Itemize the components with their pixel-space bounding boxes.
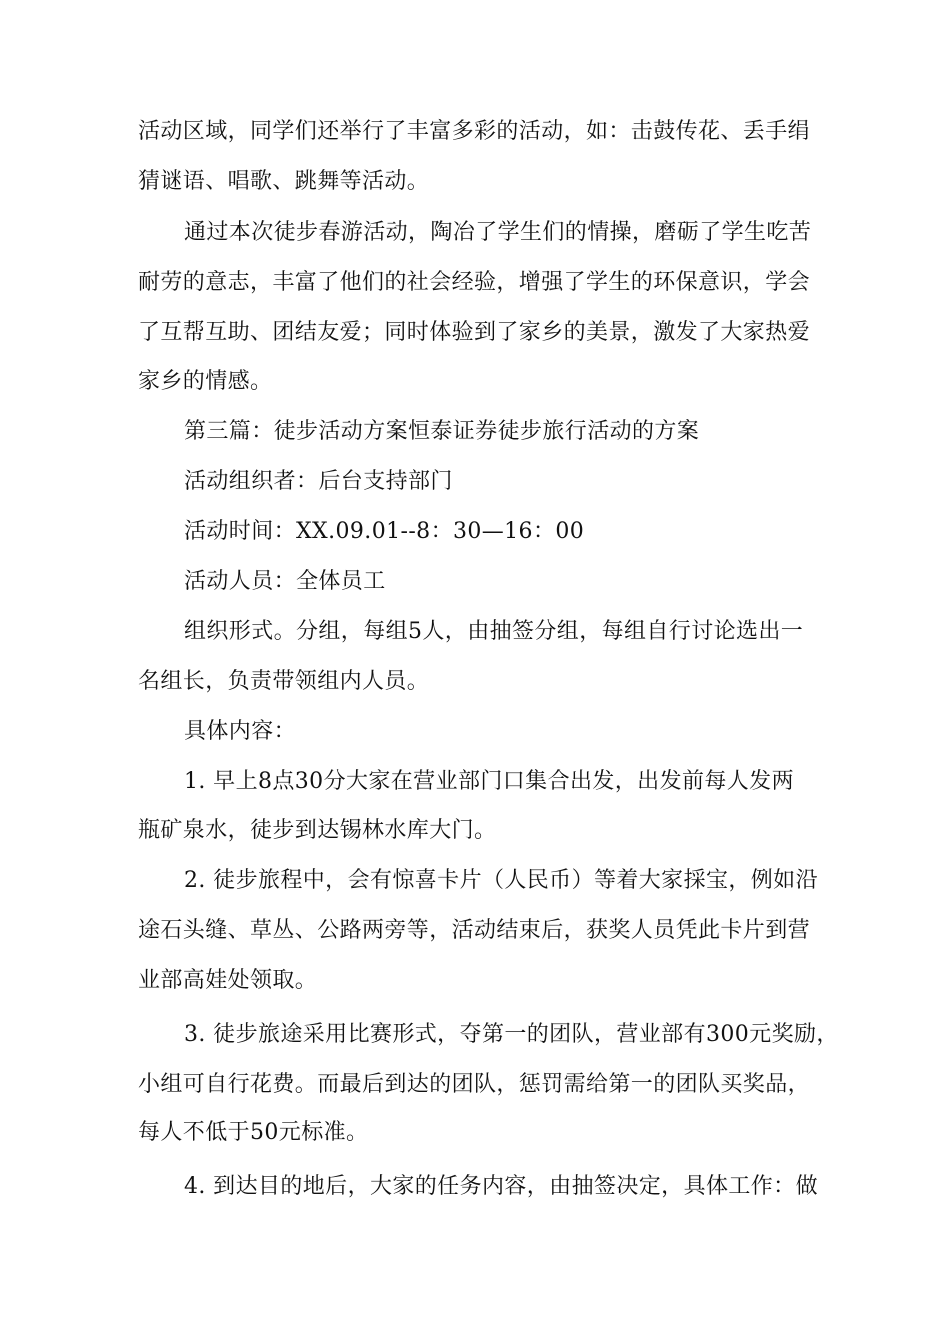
text-line: 名组长，负责带领组内人员。 — [138, 669, 430, 694]
text-line: 家乡的情感。 — [138, 369, 273, 394]
list-item: 3. 徒步旅途采用比赛形式，夺第一的团队，营业部有300元奖励， — [184, 1022, 839, 1047]
text-line: 具体内容： — [184, 719, 297, 744]
text-line: 猜谜语、唱歌、跳舞等活动。 — [138, 169, 430, 194]
list-item: 2. 徒步旅程中，会有惊喜卡片（人民币）等着大家採宝，例如沿 — [184, 868, 818, 893]
list-item: 4. 到达目的地后，大家的任务内容，由抽签决定，具体工作：做 — [184, 1174, 818, 1199]
text-line: 组织形式。分组，每组5人，由抽签分组，每组自行讨论选出一 — [184, 619, 804, 644]
text-line: 业部高娃处领取。 — [138, 968, 318, 993]
text-line: 活动时间：XX.09.01--8：30—16：00 — [184, 519, 585, 544]
text-line: 瓶矿泉水，徒步到达锡林水库大门。 — [138, 818, 497, 843]
section-heading: 第三篇：徒步活动方案恒泰证券徒步旅行活动的方案 — [184, 419, 700, 444]
text-line: 通过本次徒步春游活动，陶冶了学生们的情操，磨砺了学生吃苦 — [184, 220, 812, 245]
text-line: 耐劳的意志，丰富了他们的社会经验，增强了学生的环保意识，学会 — [138, 270, 811, 295]
list-item: 1. 早上8点30分大家在营业部门口集合出发，出发前每人发两 — [184, 769, 794, 794]
text-line: 了互帮互助、团结友爱；同时体验到了家乡的美景，激发了大家热爱 — [138, 320, 811, 345]
text-line: 小组可自行花费。而最后到达的团队，惩罚需给第一的团队买奖品， — [138, 1072, 811, 1097]
text-line: 活动组织者：后台支持部门 — [184, 469, 453, 494]
text-line: 活动人员：全体员工 — [184, 569, 386, 594]
text-line: 活动区域，同学们还举行了丰富多彩的活动，如：击鼓传花、丢手绢 — [138, 119, 811, 144]
text-line: 每人不低于50元标准。 — [138, 1120, 369, 1145]
text-line: 途石头缝、草丛、公路两旁等，活动结束后，获奖人员凭此卡片到营 — [138, 918, 811, 943]
